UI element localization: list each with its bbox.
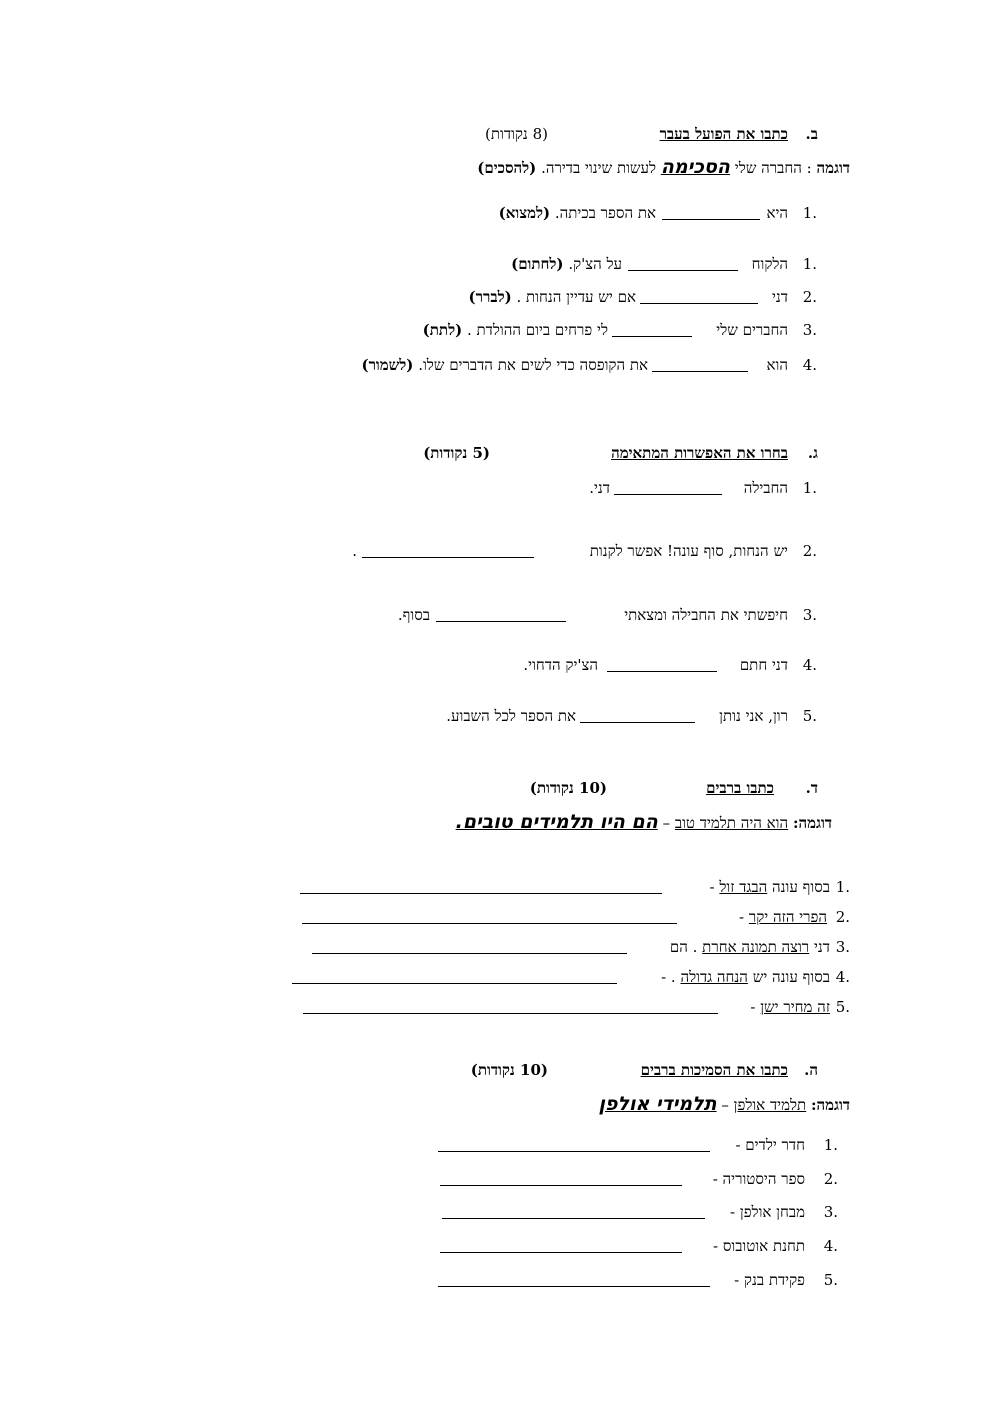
example-verb: (להסכים) (477, 159, 537, 177)
item-rest (469, 287, 637, 307)
section-h-letter: ה. (804, 1061, 818, 1079)
item-verb: (לשמור) (361, 356, 414, 374)
item-text: ספר היסטוריה - (712, 1170, 805, 1188)
section-h-title: כתבו את הסמיכות ברבים (640, 1061, 788, 1079)
item-rest: . (352, 542, 357, 560)
item-text (670, 937, 830, 957)
item-underlined: רוצה תמונה אחרת (702, 938, 810, 956)
item-text (710, 877, 830, 897)
example-label: דוגמה (816, 159, 850, 177)
item-rest (511, 254, 622, 274)
answer-blank[interactable] (436, 621, 566, 622)
section-d-title: כתבו ברבים (706, 779, 774, 797)
item-rest-text: את הספר בכיתה. (554, 204, 656, 222)
answer-blank[interactable] (440, 1252, 682, 1253)
item-number: 2. (802, 288, 817, 306)
answer-blank[interactable] (303, 1013, 718, 1014)
item-underlined: זה מחיר ישן (760, 998, 830, 1016)
item-rest (499, 203, 656, 223)
item-start: הוא (766, 356, 788, 374)
item-rest-text: את הקופסה כדי לשים את הדברים שלו. (418, 356, 648, 374)
item-rest-text: לי פרחים ביום ההולדת . (466, 321, 608, 339)
item-number: 4. (823, 1237, 838, 1255)
section-h-points: (10 נקודות) (470, 1061, 548, 1079)
item-number: 3. (835, 938, 850, 956)
answer-blank[interactable] (440, 1185, 682, 1186)
item-underlined: הבגד זול (719, 878, 768, 896)
example-answer: תלמידי אולפן (598, 1093, 717, 1115)
item-number: 2. (835, 908, 850, 926)
answer-blank[interactable] (302, 923, 677, 924)
answer-blank[interactable] (438, 1151, 710, 1152)
item-rest (361, 355, 648, 375)
item-number: 5. (823, 1271, 838, 1289)
item-number: 5. (835, 998, 850, 1016)
item-number: 1. (835, 878, 850, 896)
example-answer: הם היו תלמידים טובים. (455, 811, 658, 833)
item-text (750, 997, 830, 1017)
item-number: 3. (802, 321, 817, 339)
item-underlined: הנחה גדולה (680, 968, 748, 986)
answer-blank[interactable] (300, 893, 662, 894)
item-number: 2. (802, 542, 817, 560)
item-number: 1. (802, 255, 817, 273)
item-rest: דני. (589, 479, 610, 497)
answer-blank[interactable] (362, 557, 534, 558)
item-start: הלקוח (751, 255, 788, 273)
answer-blank[interactable] (438, 1286, 710, 1287)
answer-blank[interactable] (662, 219, 760, 220)
item-post: . - (661, 968, 676, 986)
item-start: החברים שלי (716, 321, 788, 339)
section-b-title: כתבו את הפועל בעבר (659, 125, 788, 143)
section-b-example (477, 157, 850, 178)
item-number: 1. (823, 1136, 838, 1154)
answer-blank[interactable] (442, 1218, 705, 1219)
item-text (739, 907, 827, 927)
section-d-points: (10 נקודות) (529, 779, 607, 797)
item-verb: (למצוא) (498, 204, 551, 222)
answer-blank[interactable] (640, 303, 758, 304)
example-answer: הסכימה (660, 156, 730, 178)
item-start: רון, אני נותן (719, 707, 788, 725)
answer-blank[interactable] (292, 983, 617, 984)
item-verb: (לתת) (422, 321, 463, 339)
item-rest-text: אם יש עדיין הנחות . (516, 288, 636, 306)
item-verb: (לחתום) (511, 255, 564, 273)
answer-blank[interactable] (652, 371, 748, 372)
answer-blank[interactable] (614, 494, 722, 495)
item-start: דני חתם (739, 656, 788, 674)
section-d-example (456, 812, 832, 833)
item-start: דני (771, 288, 788, 306)
section-d-letter: ד. (805, 779, 818, 797)
item-pre: דני (813, 938, 830, 956)
item-number: 5. (802, 707, 817, 725)
example-label: דוגמה: (792, 814, 832, 832)
item-post: . הם (669, 938, 698, 956)
item-number: 1. (802, 479, 817, 497)
section-g-points: (5 נקודות) (423, 444, 490, 462)
item-pre: בסוף עונה יש (752, 968, 830, 986)
item-start: החבילה (743, 479, 788, 497)
answer-blank[interactable] (607, 671, 717, 672)
section-g-letter: ג. (807, 444, 818, 462)
item-text: פקידת בנק - (734, 1271, 805, 1289)
item-number: 3. (802, 606, 817, 624)
item-text (661, 967, 830, 987)
item-underlined: הפרי הזה יקר (748, 908, 827, 926)
item-rest: את הספר לכל השבוע. (446, 707, 576, 725)
item-verb: (לברר) (468, 288, 512, 306)
section-h-example (599, 1094, 851, 1115)
example-dash: – (662, 814, 671, 832)
example-text: הוא היה תלמיד טוב (674, 814, 789, 832)
item-post: - (750, 998, 756, 1016)
item-pre: בסוף עונה (772, 878, 830, 896)
item-rest: בסוף. (397, 606, 430, 624)
item-rest (423, 320, 608, 340)
item-number: 2. (823, 1170, 838, 1188)
section-g-title: בחרו את האפשרות המתאימה (611, 444, 788, 462)
item-text: חדר ילדים - (735, 1136, 805, 1154)
item-number: 3. (823, 1203, 838, 1221)
example-text: תלמיד אולפן (733, 1096, 807, 1114)
example-sep: : (806, 159, 812, 177)
answer-blank[interactable] (628, 270, 738, 271)
item-number: 4. (835, 968, 850, 986)
item-start: חיפשתי את החבילה ומצאתי (624, 606, 788, 624)
example-label: דוגמה: (810, 1096, 850, 1114)
answer-blank[interactable] (580, 722, 695, 723)
item-start: היא (766, 204, 788, 222)
item-number: 4. (802, 356, 817, 374)
answer-blank[interactable] (612, 336, 692, 337)
example-before: החברה שלי (734, 159, 802, 177)
answer-blank[interactable] (312, 953, 627, 954)
section-b-points: (8 נקודות) (485, 125, 548, 143)
item-text: תחנת אוטובוס - (713, 1237, 805, 1255)
item-text: מבחן אולפן - (730, 1203, 805, 1221)
item-number: 4. (802, 656, 817, 674)
item-number: 1. (802, 204, 817, 222)
item-rest: הצ'יק הדחוי. (523, 656, 598, 674)
item-rest-text: על הצ'ק. (568, 255, 622, 273)
example-dash: – (721, 1096, 729, 1114)
example-after: לעשות שינוי בדירה. (541, 159, 657, 177)
section-b-letter: ב. (805, 125, 818, 143)
item-post: - (709, 878, 715, 896)
item-start: יש הנחות, סוף עונה! אפשר לקנות (589, 542, 788, 560)
item-post: - (739, 908, 745, 926)
